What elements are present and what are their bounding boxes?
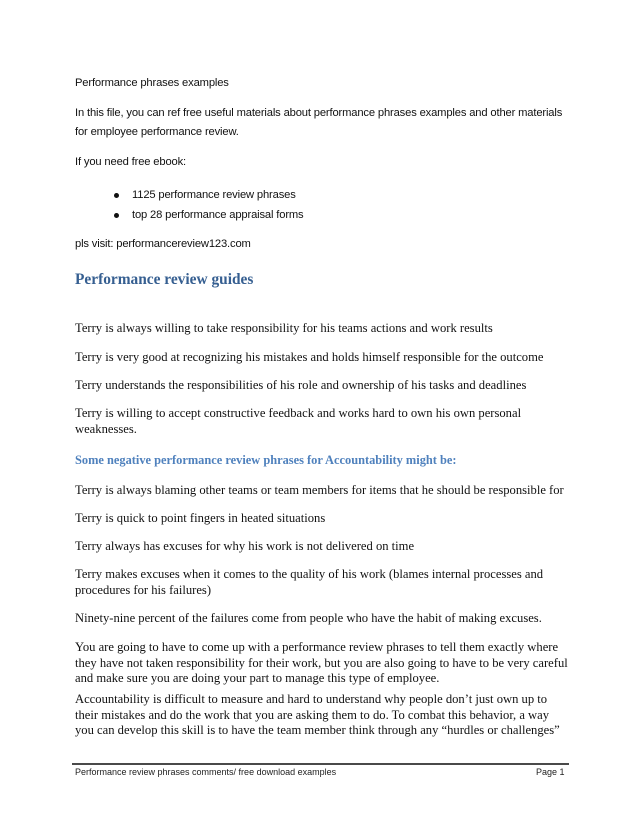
footer-divider bbox=[72, 763, 569, 765]
negative-phrase-5: Ninety-nine percent of the failures come from people who have the habit of making excuses. bbox=[75, 611, 542, 625]
section-heading: Performance review guides bbox=[75, 271, 254, 288]
intro-line-2: for employee performance review. bbox=[75, 126, 239, 138]
footer-page-number: Page 1 bbox=[536, 767, 565, 777]
positive-phrase-2: Terry is very good at recognizing his mistakes and holds himself responsible for the outcome bbox=[75, 350, 544, 364]
list-item: top 28 performance appraisal forms bbox=[112, 206, 304, 226]
positive-phrase-3: Terry understands the responsibilities of his role and ownership of his tasks and deadlines bbox=[75, 378, 527, 392]
visit-line: pls visit: performancereview123.com bbox=[75, 238, 251, 250]
positive-phrase-1: Terry is always willing to take responsibility for his teams actions and work results bbox=[75, 321, 493, 335]
ebook-list bbox=[112, 186, 304, 226]
negative-phrase-3: Terry always has excuses for why his work is not delivered on time bbox=[75, 539, 415, 553]
negative-phrase-4: Terry makes excuses when it comes to the quality of his work (blames internal processes and procedures for his failures) bbox=[75, 567, 544, 597]
negative-phrase-2: Terry is quick to point fingers in heated situations bbox=[75, 511, 326, 525]
positive-phrase-4: Terry is willing to accept constructive feedback and works hard to own his own personal weaknesses. bbox=[75, 406, 522, 436]
paragraph-2: Accountability is difficult to measure and hard to understand why people don’t just own up to their mistakes and do the work that you are asking them to do. To combat this behavior, a way you can develop this skill is to have the team member think through any “hurdles or challenges” bbox=[75, 692, 560, 737]
ebook-line: If you need free ebook: bbox=[75, 156, 186, 168]
doc-title-line: Performance phrases examples bbox=[75, 77, 229, 89]
bullet-icon bbox=[114, 213, 119, 218]
paragraph-1: You are going to have to come up with a performance review phrases to tell them exactly where they have not taken responsibility for their work, but you are also going to have to be very careful and make sure you are doing your part to manage this type of employee. bbox=[75, 640, 568, 685]
negative-phrase-1: Terry is always blaming other teams or team members for items that he should be responsible for bbox=[75, 483, 564, 497]
footer-left: Performance review phrases comments/ free download examples bbox=[75, 767, 337, 777]
sub-heading: Some negative performance review phrases for Accountability might be: bbox=[75, 453, 457, 467]
intro-paragraph bbox=[75, 104, 570, 142]
bullet-icon bbox=[114, 193, 119, 198]
intro-line-1: In this file, you can ref free useful materials about performance phrases examples and other materials bbox=[75, 107, 563, 119]
list-item: 1125 performance review phrases bbox=[112, 186, 304, 206]
